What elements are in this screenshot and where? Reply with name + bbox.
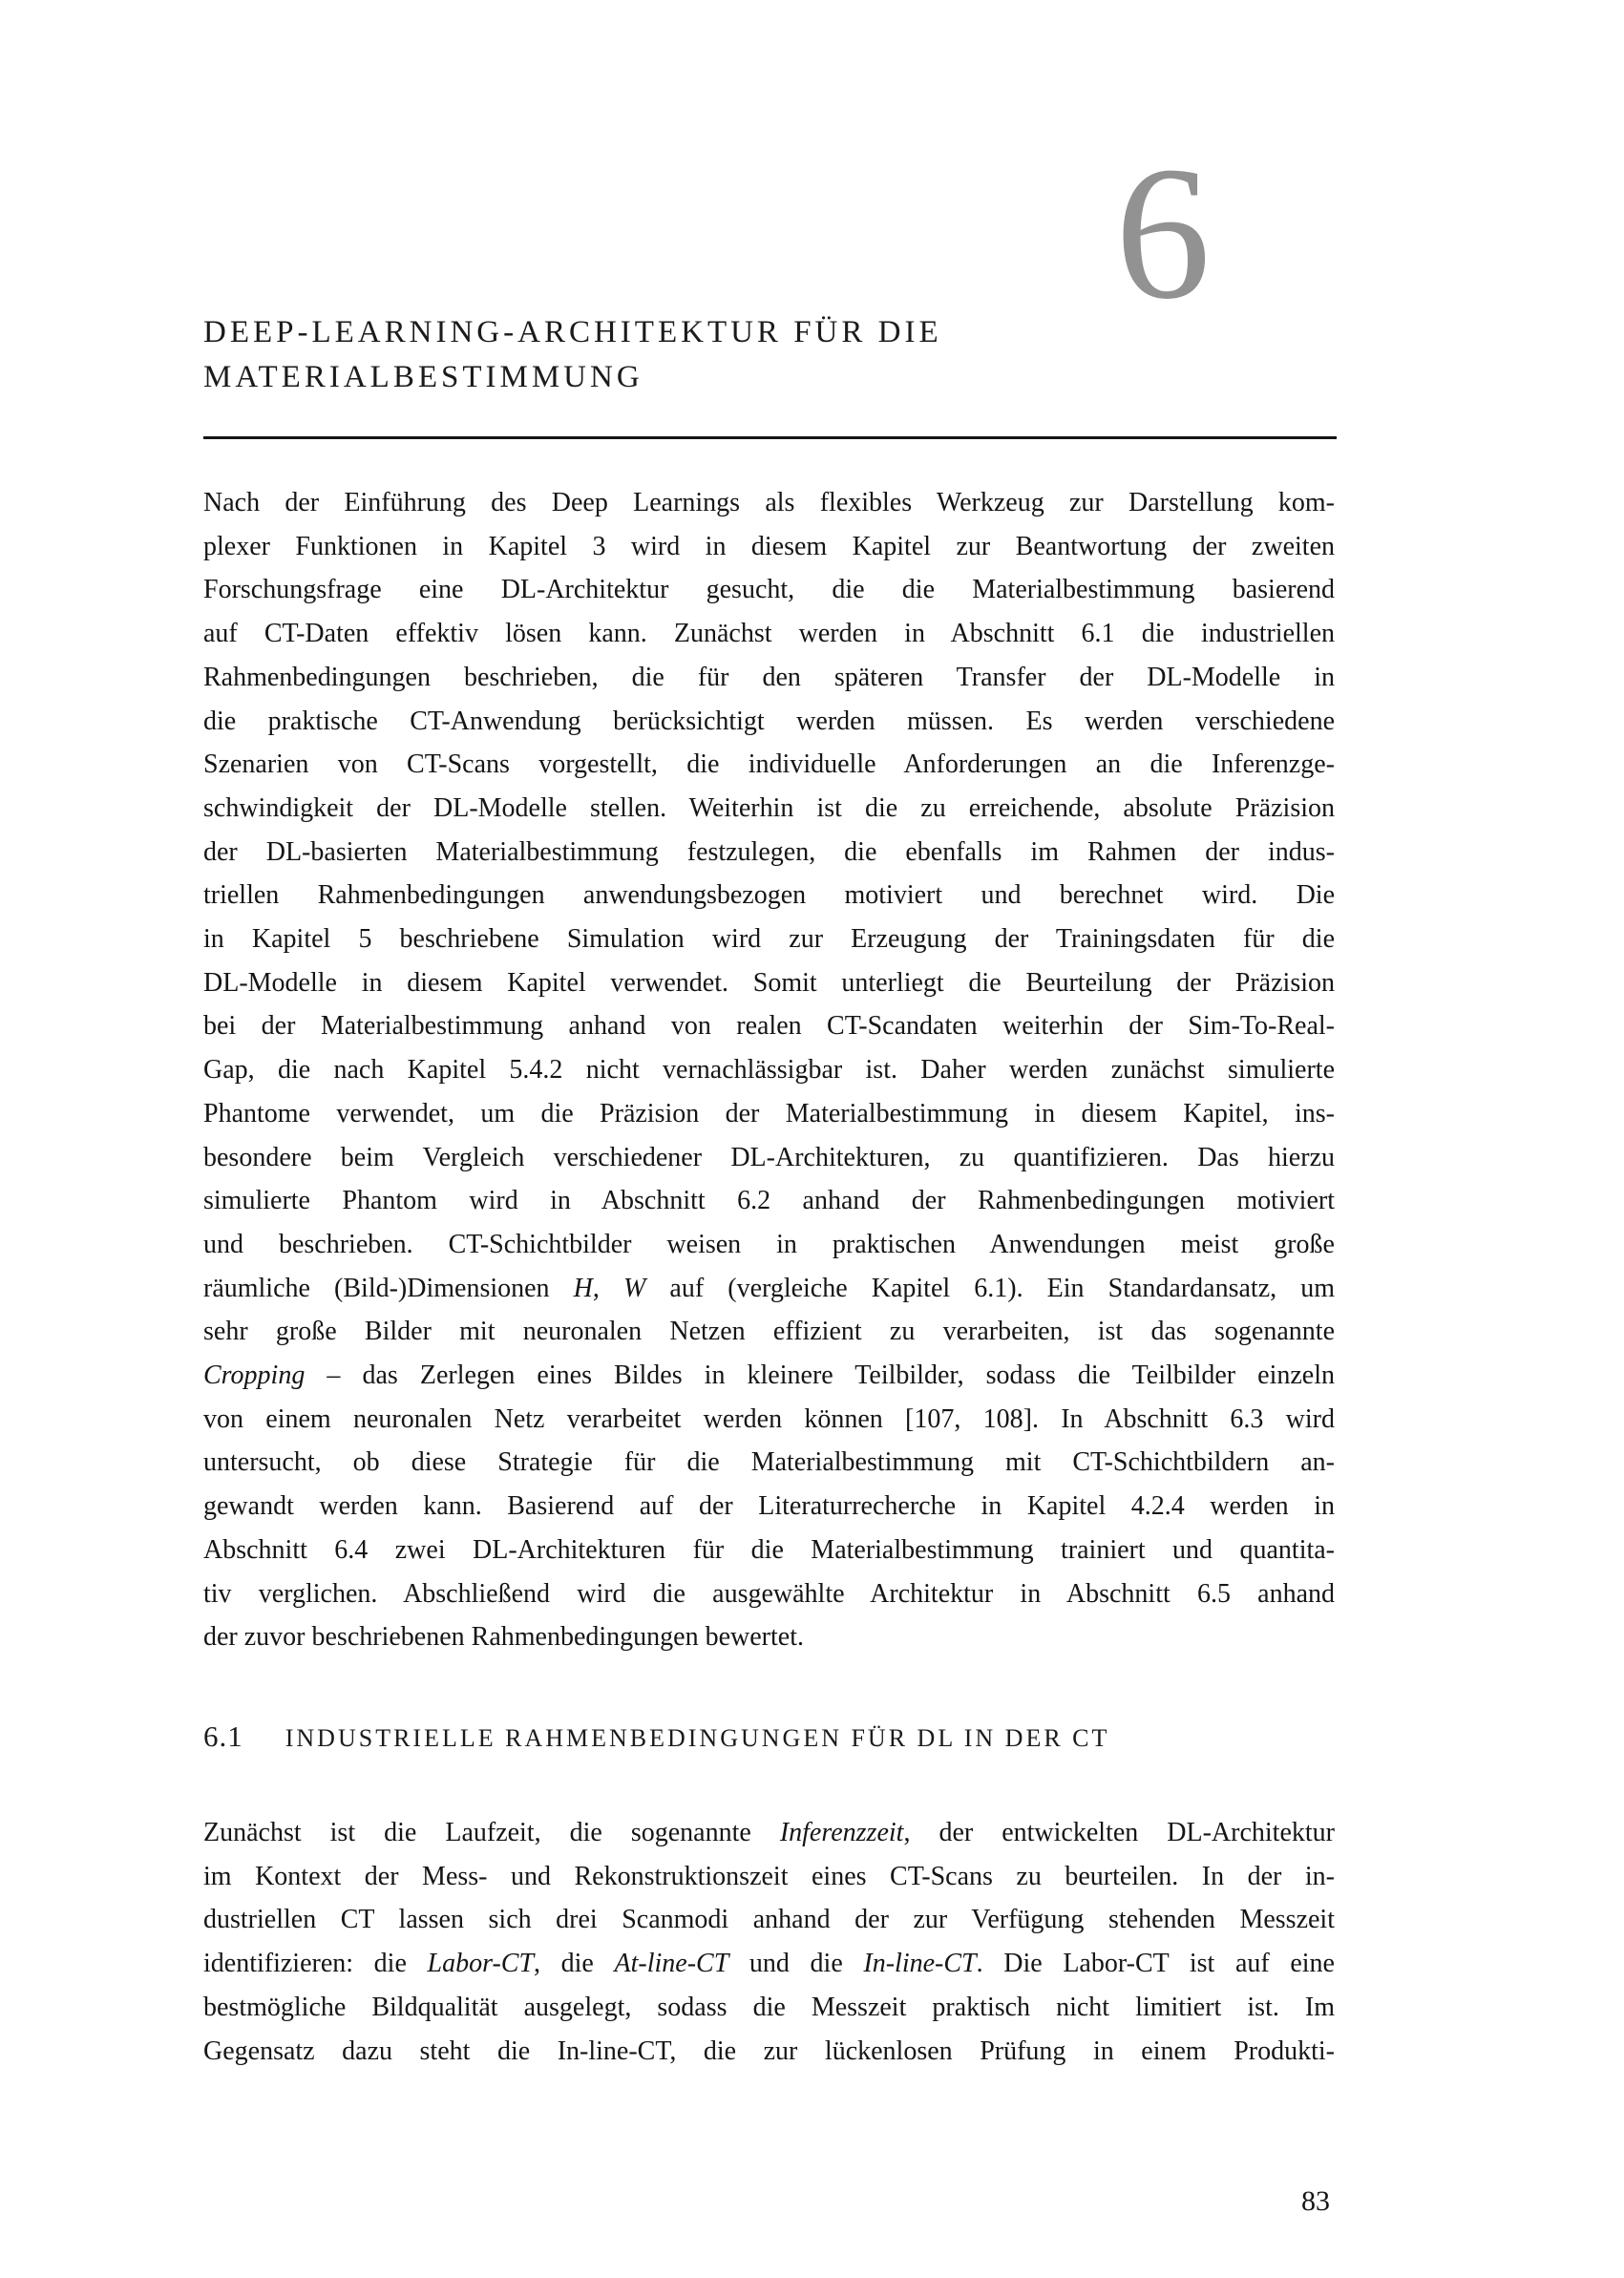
text-line: identifizieren: die Labor-CT, die At-line-CT und die In-line-CT. Die Labor-CT ist auf eine xyxy=(203,1949,1335,1979)
text-line: gewandt werden kann. Basierend auf der Literaturrecherche in Kapitel 4.2.4 werden in xyxy=(203,1491,1335,1522)
text-line: simulierte Phantom wird in Abschnitt 6.2 anhand der Rahmenbedingungen motiviert xyxy=(203,1186,1335,1216)
text-line: Gegensatz dazu steht die In-line-CT, die zur lückenlosen Prüfung in einem Produkti- xyxy=(203,2035,1335,2066)
title-rule xyxy=(203,436,1337,439)
section-number: 6.1 xyxy=(203,1719,243,1753)
text-line: Forschungsfrage eine DL-Architektur gesucht, die die Materialbestimmung basierend xyxy=(203,575,1335,605)
text-line: auf CT-Daten effektiv lösen kann. Zunächst werden in Abschnitt 6.1 die industriellen xyxy=(203,619,1335,649)
text-line: Szenarien von CT-Scans vorgestellt, die individuelle Anforderungen an die Inferenzge- xyxy=(203,749,1335,780)
text-line: von einem neuronalen Netz verarbeitet werden können [107, 108]. In Abschnitt 6.3 wird xyxy=(203,1403,1335,1434)
text-line: der zuvor beschriebenen Rahmenbedingungen bewertet. xyxy=(203,1622,804,1653)
text-line: plexer Funktionen in Kapitel 3 wird in diesem Kapitel zur Beantwortung der zweiten xyxy=(203,531,1335,561)
text-line: im Kontext der Mess- und Rekonstruktionszeit eines CT-Scans zu beurteilen. In der in- xyxy=(203,1861,1335,1891)
text-line: bestmögliche Bildqualität ausgelegt, sodass die Messzeit praktisch nicht limitiert ist. Im xyxy=(203,1992,1335,2022)
text-line: schwindigkeit der DL-Modelle stellen. Weiterhin ist die zu erreichende, absolute Präzision xyxy=(203,792,1335,823)
text-line: Zunächst ist die Laufzeit, die sogenannte Inferenzzeit, der entwickelten DL-Architektur xyxy=(203,1818,1335,1847)
chapter-title-line-1: DEEP-LEARNING-ARCHITEKTUR FÜR DIE xyxy=(203,315,942,349)
text-line: sehr große Bilder mit neuronalen Netzen effizient zu verarbeiten, ist das sogenannte xyxy=(203,1317,1335,1347)
section-title: INDUSTRIELLE RAHMENBEDINGUNGEN FÜR DL IN DER CT xyxy=(285,1724,1110,1752)
text-line: Phantome verwendet, um die Präzision der Materialbestimmung in diesem Kapitel, ins- xyxy=(203,1098,1335,1128)
chapter-number: 6 xyxy=(1115,128,1211,339)
text-line: der DL-basierten Materialbestimmung festzulegen, die ebenfalls im Rahmen der indus- xyxy=(203,836,1335,867)
chapter-title-line-2: MATERIALBESTIMMUNG xyxy=(203,360,643,394)
text-line: bei der Materialbestimmung anhand von realen CT-Scandaten weiterhin der Sim-To-Real- xyxy=(203,1011,1335,1042)
text-line: die praktische CT-Anwendung berücksichtigt werden müssen. Es werden verschiedene xyxy=(203,706,1335,736)
paragraph-chapter-intro xyxy=(203,481,1335,1659)
text-line: DL-Modelle in diesem Kapitel verwendet. Somit unterliegt die Beurteilung der Präzision xyxy=(203,967,1335,998)
text-line: Gap, die nach Kapitel 5.4.2 nicht vernachlässigbar ist. Daher werden zunächst simulierte xyxy=(203,1055,1335,1086)
page-number: 83 xyxy=(1301,2185,1330,2217)
text-line: Rahmenbedingungen beschrieben, die für den späteren Transfer der DL-Modelle in xyxy=(203,662,1335,692)
text-line: dustriellen CT lassen sich drei Scanmodi anhand der zur Verfügung stehenden Messzeit xyxy=(203,1905,1335,1935)
text-line: und beschrieben. CT-Schichtbilder weisen in praktischen Anwendungen meist große xyxy=(203,1229,1335,1259)
text-line: besondere beim Vergleich verschiedener DL-Architekturen, zu quantifizieren. Das hierzu xyxy=(203,1142,1335,1172)
text-line: in Kapitel 5 beschriebene Simulation wird zur Erzeugung der Trainingsdaten für die xyxy=(203,924,1335,955)
text-line: räumliche (Bild-)Dimensionen H, W auf (vergleiche Kapitel 6.1). Ein Standardansatz, um xyxy=(203,1273,1336,1303)
chapter-title xyxy=(203,310,1337,400)
section-heading xyxy=(203,1719,1337,1754)
text-line: Abschnitt 6.4 zwei DL-Architekturen für die Materialbestimmung trainiert und quantita- xyxy=(203,1534,1335,1565)
text-line: Cropping – das Zerlegen eines Bildes in kleinere Teilbilder, sodass die Teilbilder einzeln xyxy=(203,1360,1335,1391)
paragraph-section-body xyxy=(203,1811,1335,2073)
text-line: triellen Rahmenbedingungen anwendungsbezogen motiviert und berechnet wird. Die xyxy=(203,880,1335,911)
text-line: untersucht, ob diese Strategie für die Materialbestimmung mit CT-Schichtbildern an- xyxy=(203,1447,1335,1478)
text-line: Nach der Einführung des Deep Learnings als flexibles Werkzeug zur Darstellung kom- xyxy=(203,488,1335,517)
text-line: tiv verglichen. Abschließend wird die ausgewählte Architektur in Abschnitt 6.5 anhand xyxy=(203,1578,1335,1609)
